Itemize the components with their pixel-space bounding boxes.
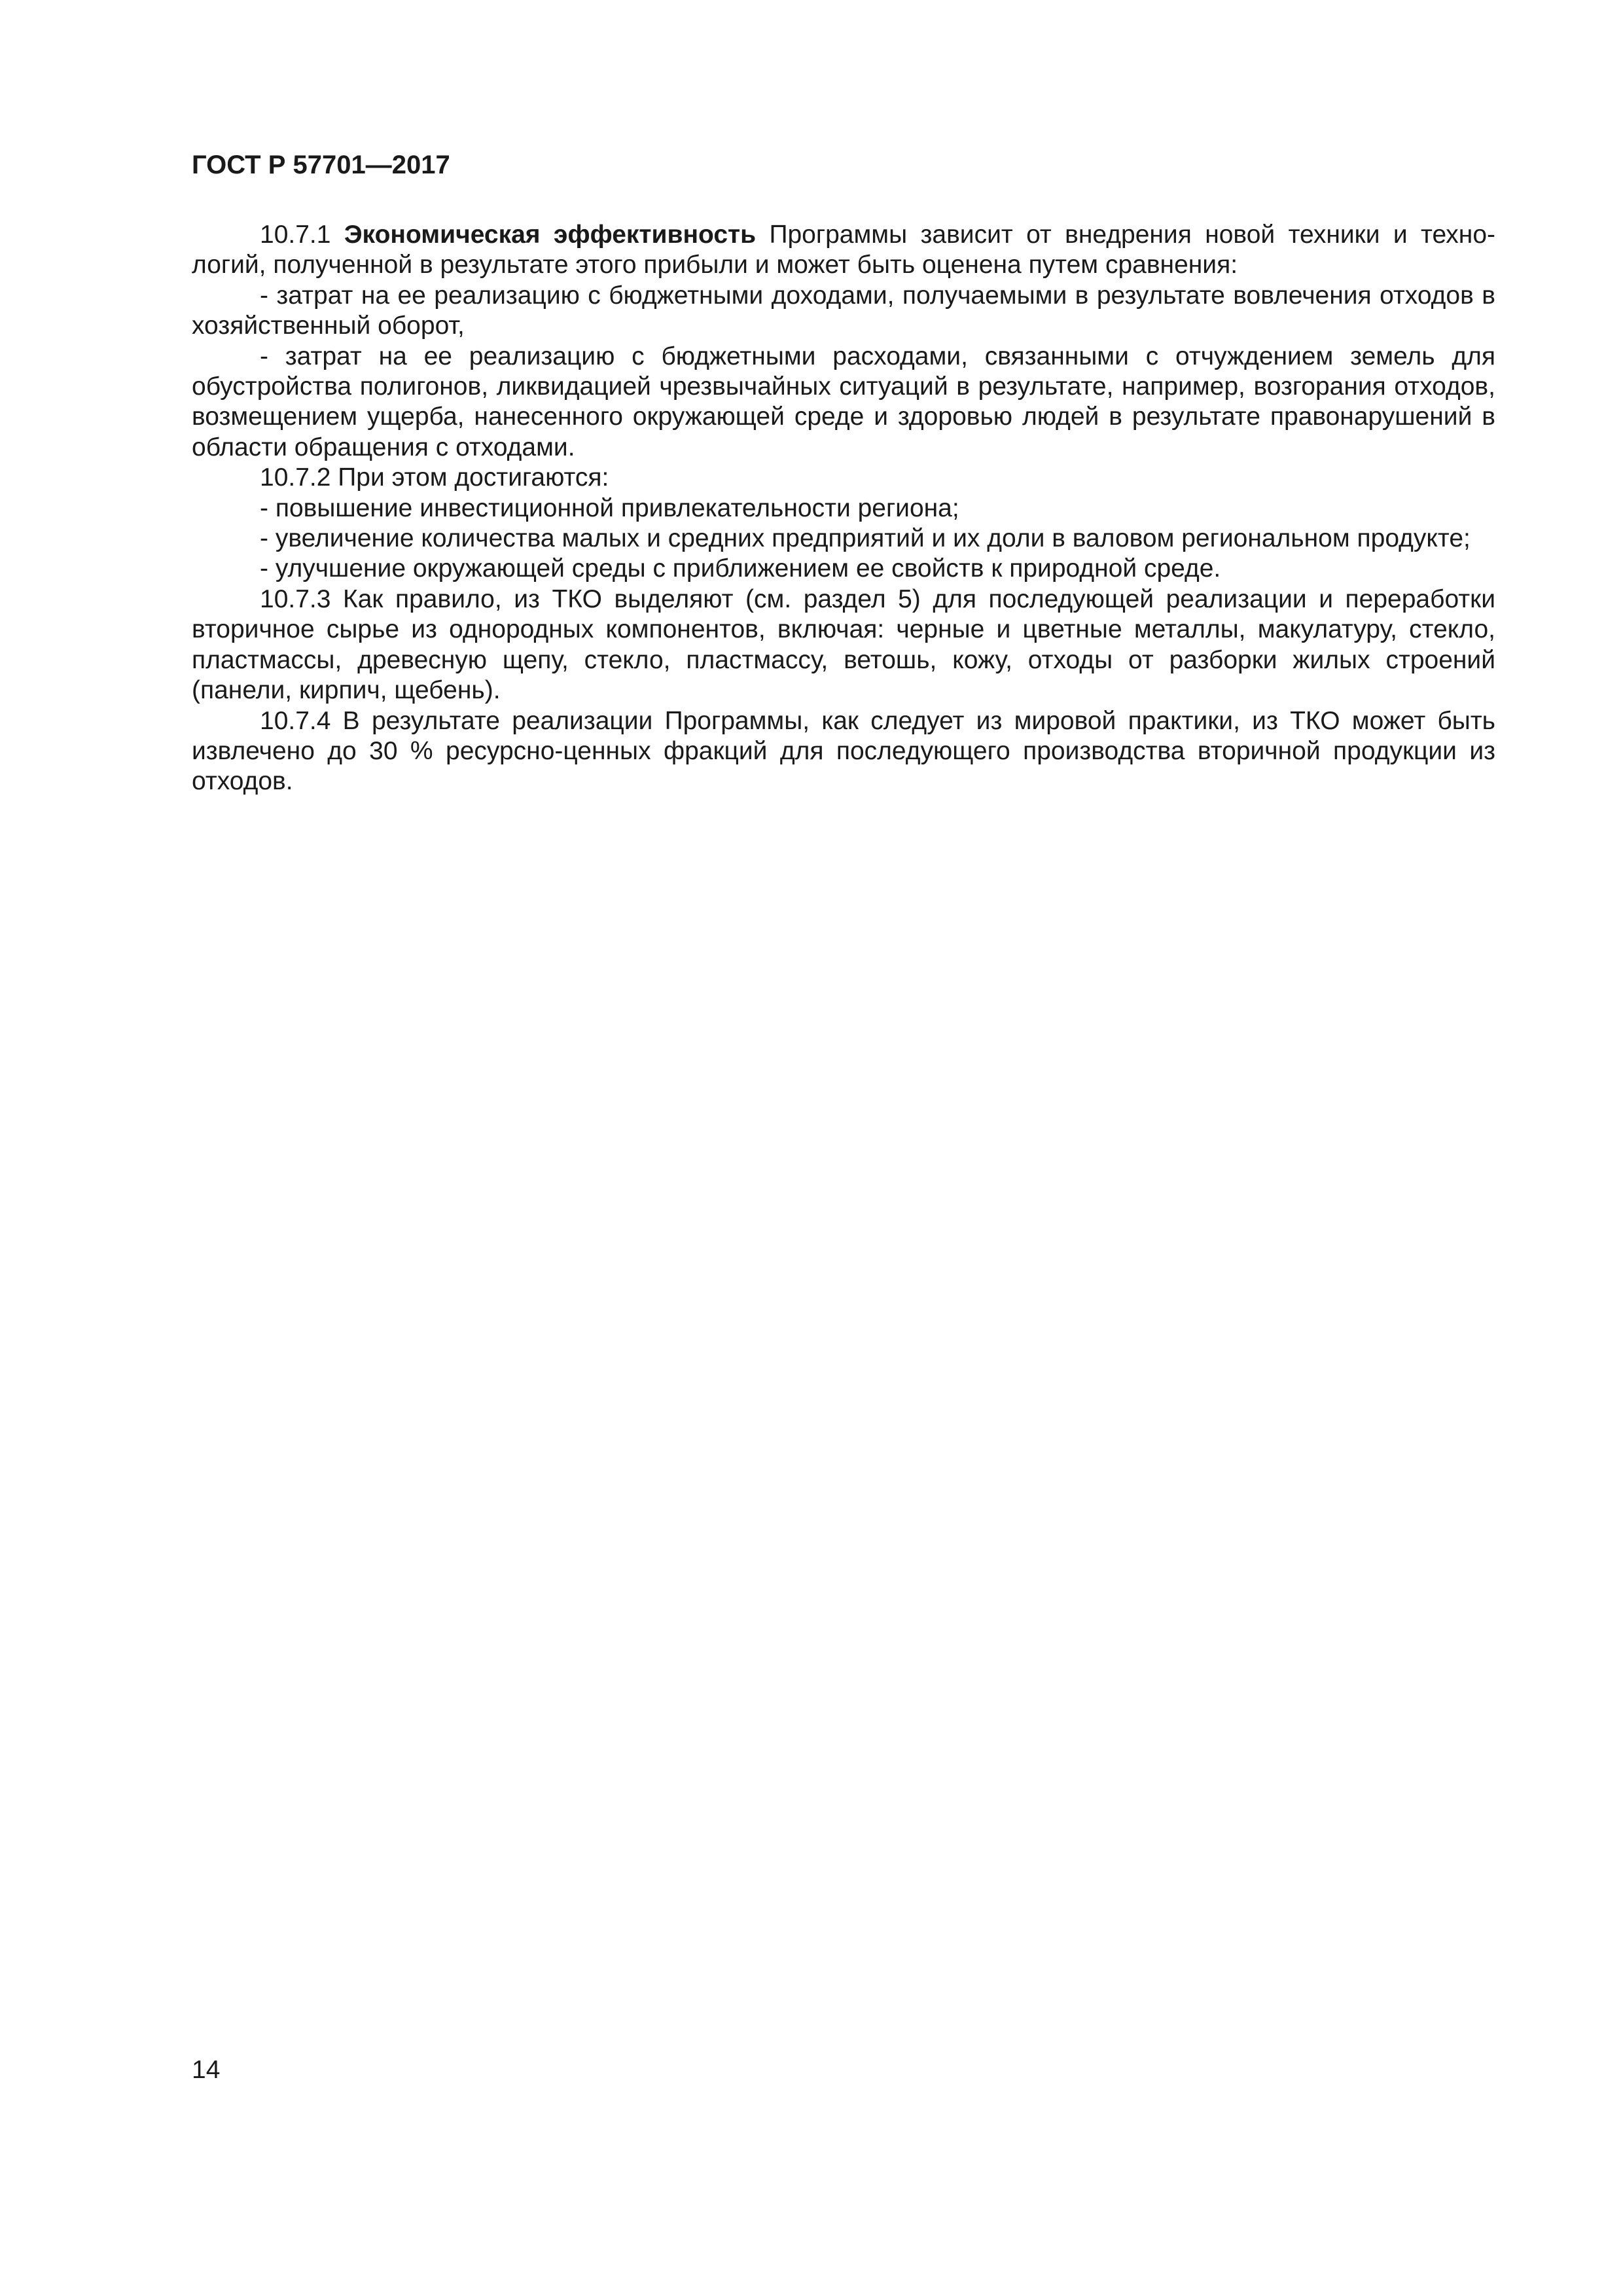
list-item: - затрат на ее реализацию с бюджетными расходами, связанными с отчуждением земель для обустройства полигонов, ликвидацией чрезвычайных ситуаций в результате, например, возгорания отходов, возмещением ущерба, нанесенного окружающей среде и здоровью людей в результате правонарушений в области обращения с отходами. [192,342,1495,461]
list-item: - затрат на ее реализацию с бюджетными доходами, получаемыми в результате вовлечения отходов в хозяйственный оборот, [192,281,1495,340]
paragraph-10-7-3: 10.7.3 Как правило, из ТКО выделяют (см. раздел 5) для последующей реализации и переработки вторичное сырье из однородных компонентов, включая: черные и цветные металлы, макулатуру, стекло, пластмассы, древесную щепу, стекло, пластмассу, ветошь, кожу, отходы от разборки жилых строений (панели, кирпич, щебень). [192,584,1495,705]
paragraph-10-7-4: 10.7.4 В результате реализации Программы, как следует из мировой практики, из ТКО может быть извлечено до 30 % ресурсно-ценных фракций для последующего производства вторичной продукции из отходов. [192,706,1495,796]
paragraph-10-7-1 [192,220,1495,281]
bold-term: Экономическая эффективность [344,221,757,249]
document-code-header: ГОСТ Р 57701—2017 [192,151,450,179]
list-item: - увеличение количества малых и средних предприятий и их доли в валовом региональном продукте; [260,524,1471,553]
document-body [192,220,1495,797]
paragraph-text: Программы зависит от внедрения новой техники и технологий, полученной в результате этого прибыли и может быть оценена путем сравнения: [192,221,1496,279]
page-number: 14 [192,2056,221,2084]
list-item: - улучшение окружающей среды с приближением ее свойств к природной среде. [260,554,1221,583]
list-item: - повышение инвестиционной привлекательности региона; [260,493,959,522]
paragraph-number: 10.7.1 [260,221,344,249]
paragraph-10-7-2: 10.7.2 При этом достигаются: [260,463,609,492]
